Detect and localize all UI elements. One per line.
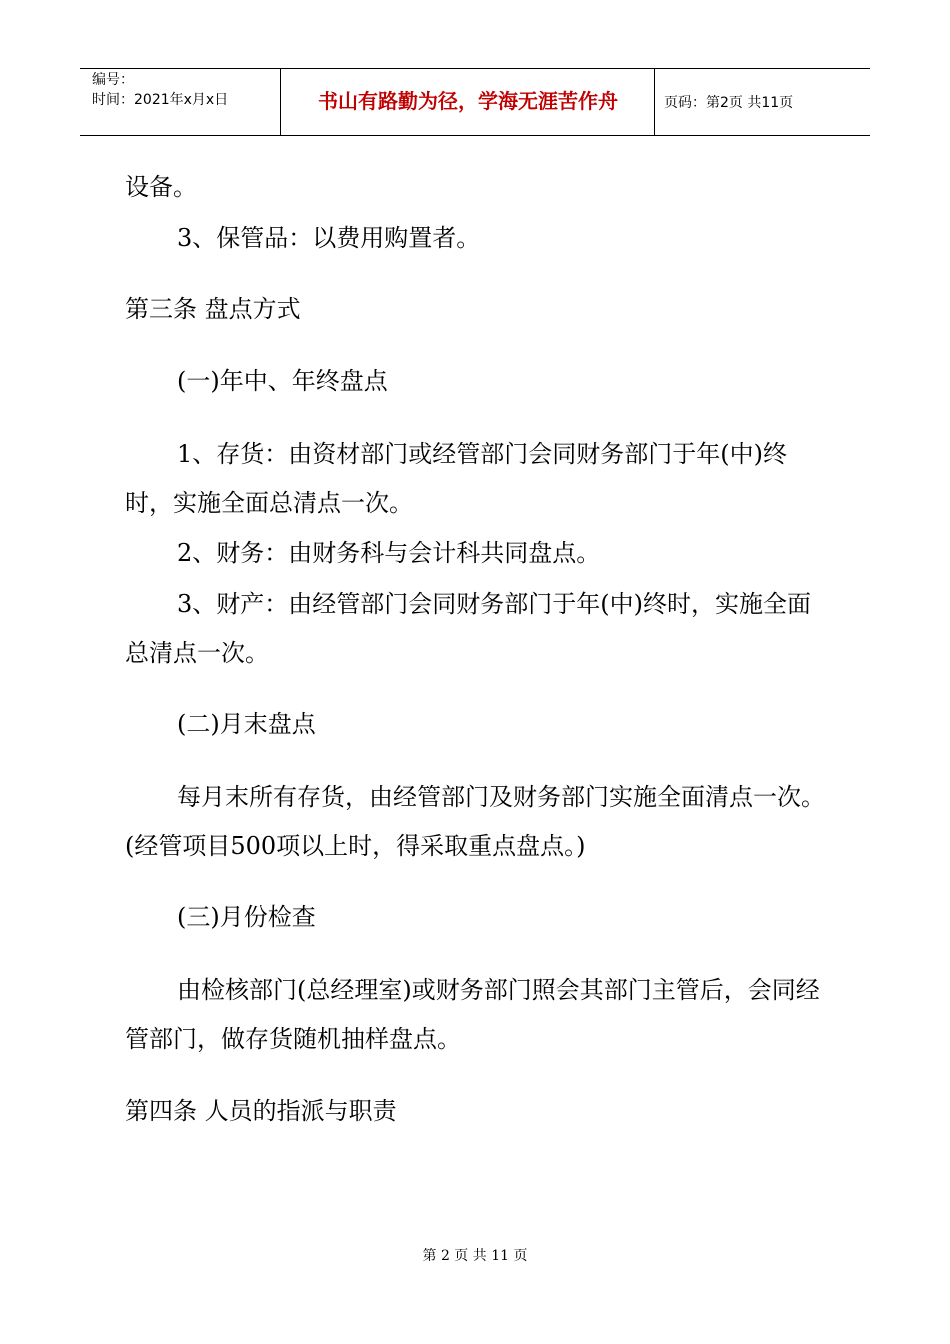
header-number-label: 编号：: [92, 72, 134, 88]
subsection-heading: (二)月末盘点: [177, 710, 316, 738]
paragraph: 3、财产：由经管部门会同财务部门于年(中)终时，实施全面总清点一次。: [125, 590, 811, 667]
page-footer: 第 2 页 共 11 页: [422, 1248, 528, 1264]
header-top-border: [80, 68, 870, 69]
header-divider-right: [654, 68, 655, 136]
paragraph: 每月末所有存货，由经管部门及财务部门实施全面清点一次。(经管项目500项以上时，得采取重点盘点。): [125, 783, 825, 860]
section-heading: 第三条 盘点方式: [125, 295, 301, 323]
header-time-label: 时间：2021年x月x日: [92, 92, 229, 108]
subsection-heading: (一)年中、年终盘点: [177, 367, 388, 395]
section-heading: 第四条 人员的指派与职责: [125, 1097, 397, 1125]
subsection-heading: (三)月份检查: [177, 903, 316, 931]
paragraph: 由检核部门(总经理室)或财务部门照会其部门主管后，会同经管部门，做存货随机抽样盘点。: [125, 976, 820, 1053]
paragraph: 1、存货：由资材部门或经管部门会同财务部门于年(中)终时，实施全面总清点一次。: [125, 440, 787, 517]
paragraph: 3、保管品：以费用购置者。: [177, 224, 481, 252]
paragraph: 2、财务：由财务科与会计科共同盘点。: [177, 539, 601, 567]
header-bottom-border: [80, 135, 870, 136]
header-meta: [92, 70, 277, 110]
header-motto: 书山有路勤为径，学海无涯苦作舟: [318, 89, 618, 113]
paragraph: 设备。: [125, 173, 197, 201]
header-page-info: 页码：第2页 共11页: [664, 95, 794, 111]
header-divider-left: [280, 68, 281, 136]
